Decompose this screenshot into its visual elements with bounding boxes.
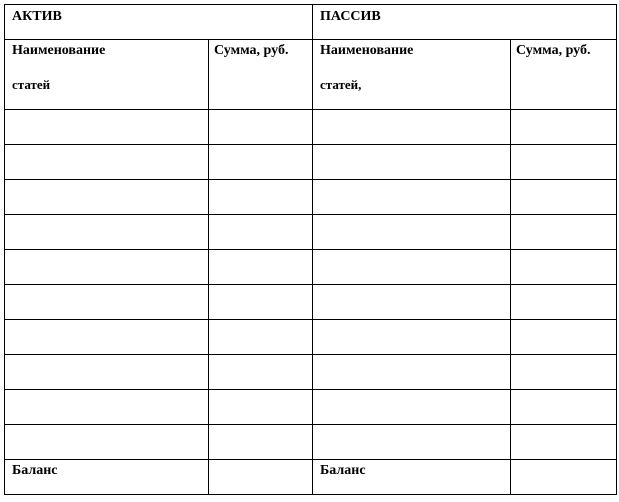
liability-sum-cell[interactable]: [511, 355, 617, 390]
assets-name-header: [5, 40, 209, 110]
liability-name-cell[interactable]: [313, 390, 511, 425]
liabilities-name-header: [313, 40, 511, 110]
table-row: [5, 180, 617, 215]
liability-name-cell[interactable]: [313, 180, 511, 215]
table-row: [5, 110, 617, 145]
asset-sum-cell[interactable]: [209, 425, 313, 460]
asset-sum-cell[interactable]: [209, 145, 313, 180]
asset-name-cell[interactable]: [5, 180, 209, 215]
liabilities-sum-header: Сумма, руб.: [511, 40, 617, 110]
asset-sum-cell[interactable]: [209, 250, 313, 285]
asset-name-cell[interactable]: [5, 390, 209, 425]
table-row: [5, 250, 617, 285]
assets-total-sum[interactable]: [209, 460, 313, 495]
table-row: [5, 425, 617, 460]
liability-name-cell[interactable]: [313, 215, 511, 250]
balance-total-row: [5, 460, 617, 495]
asset-name-cell[interactable]: [5, 215, 209, 250]
asset-sum-cell[interactable]: [209, 180, 313, 215]
column-header-row: [5, 40, 617, 110]
asset-sum-cell[interactable]: [209, 320, 313, 355]
table-row: [5, 390, 617, 425]
liabilities-name-header-line1: Наименование: [320, 43, 414, 58]
asset-name-cell[interactable]: [5, 250, 209, 285]
asset-name-cell[interactable]: [5, 320, 209, 355]
liabilities-total-label: Баланс: [313, 460, 511, 495]
section-header-row: [5, 5, 617, 40]
asset-name-cell[interactable]: [5, 285, 209, 320]
asset-name-cell[interactable]: [5, 425, 209, 460]
asset-name-cell[interactable]: [5, 110, 209, 145]
liabilities-section-label: ПАССИВ: [313, 5, 617, 40]
asset-sum-cell[interactable]: [209, 110, 313, 145]
liability-name-cell[interactable]: [313, 110, 511, 145]
assets-name-header-line2: статей: [12, 77, 51, 92]
asset-sum-cell[interactable]: [209, 285, 313, 320]
liability-sum-cell[interactable]: [511, 110, 617, 145]
liability-name-cell[interactable]: [313, 285, 511, 320]
liability-sum-cell[interactable]: [511, 250, 617, 285]
assets-name-header-line1: Наименование: [12, 43, 106, 58]
table-row: [5, 215, 617, 250]
asset-sum-cell[interactable]: [209, 355, 313, 390]
liability-sum-cell[interactable]: [511, 425, 617, 460]
liability-sum-cell[interactable]: [511, 145, 617, 180]
balance-sheet-table: [4, 4, 617, 495]
assets-total-label: Баланс: [5, 460, 209, 495]
liability-name-cell[interactable]: [313, 425, 511, 460]
liability-sum-cell[interactable]: [511, 180, 617, 215]
asset-sum-cell[interactable]: [209, 390, 313, 425]
liability-name-cell[interactable]: [313, 320, 511, 355]
balance-sheet-body: [5, 5, 617, 495]
liability-sum-cell[interactable]: [511, 320, 617, 355]
assets-sum-header: Сумма, руб.: [209, 40, 313, 110]
assets-section-label: АКТИВ: [5, 5, 313, 40]
table-row: [5, 285, 617, 320]
liabilities-name-header-line2: статей,: [320, 77, 362, 92]
liability-name-cell[interactable]: [313, 145, 511, 180]
liability-name-cell[interactable]: [313, 355, 511, 390]
liability-sum-cell[interactable]: [511, 285, 617, 320]
table-row: [5, 145, 617, 180]
asset-sum-cell[interactable]: [209, 215, 313, 250]
table-row: [5, 320, 617, 355]
table-row: [5, 355, 617, 390]
asset-name-cell[interactable]: [5, 355, 209, 390]
liability-name-cell[interactable]: [313, 250, 511, 285]
liability-sum-cell[interactable]: [511, 215, 617, 250]
liabilities-total-sum[interactable]: [511, 460, 617, 495]
liability-sum-cell[interactable]: [511, 390, 617, 425]
asset-name-cell[interactable]: [5, 145, 209, 180]
